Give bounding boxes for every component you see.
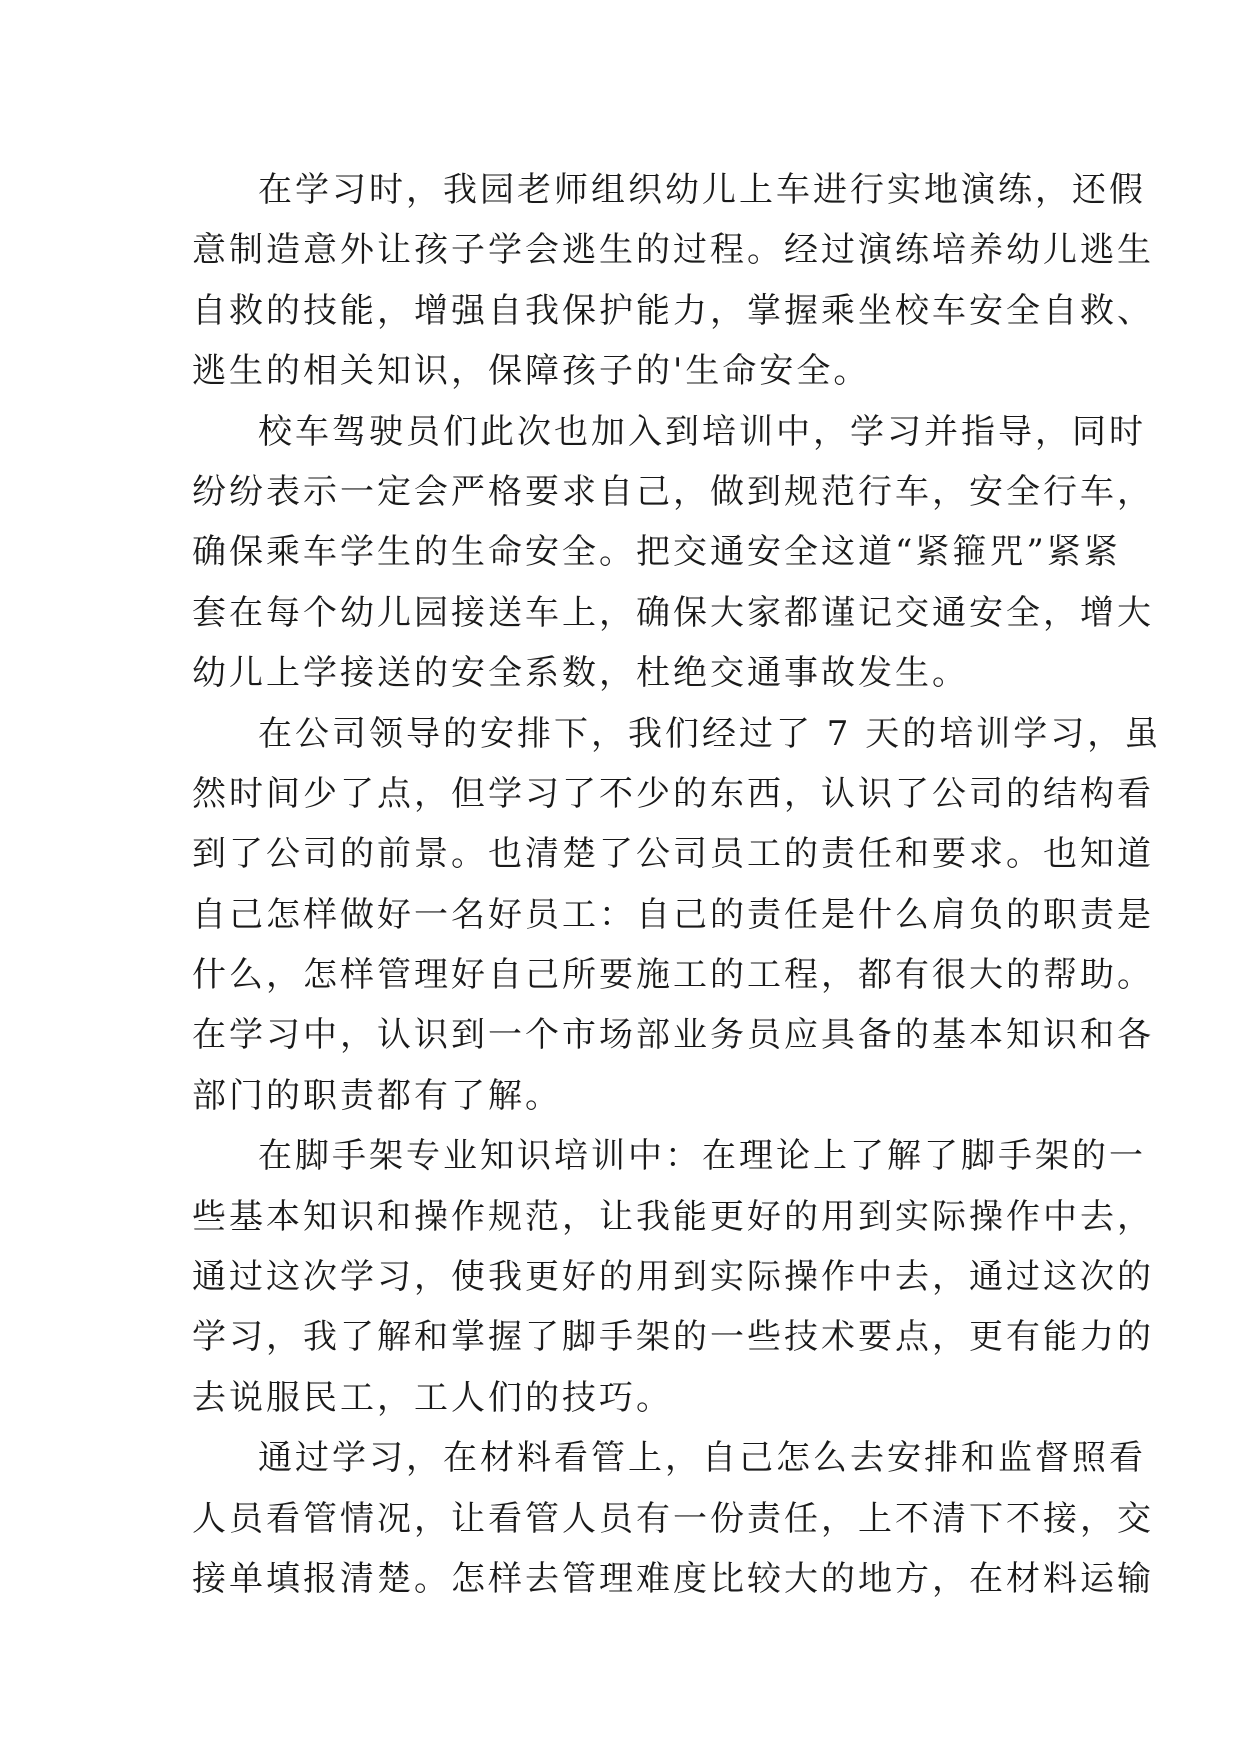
text-line: 自救的技能，增强自我保护能力，掌握乘坐校车安全自救、 bbox=[192, 290, 1154, 331]
text-line: 然时间少了点，但学习了不少的东西，认识了公司的结构看 bbox=[192, 773, 1154, 814]
text-line: 接单填报清楚。怎样去管理难度比较大的地方，在材料运输 bbox=[192, 1558, 1154, 1599]
text-line: 在公司领导的安排下，我们经过了 7 天的培训学习，虽 bbox=[258, 713, 1162, 754]
text-line: 确保乘车学生的生命安全。把交通安全这道“紧箍咒”紧紧 bbox=[192, 532, 1121, 573]
text-line: 在学习时，我园老师组织幼儿上车进行实地演练，还假 bbox=[258, 170, 1146, 210]
paragraph-3 bbox=[192, 704, 1162, 1127]
paragraph-1 bbox=[192, 160, 1154, 402]
text-line: 在脚手架专业知识培训中：在理论上了解了脚手架的一 bbox=[258, 1136, 1146, 1177]
text-line: 纷纷表示一定会严格要求自己，做到规范行车，安全行车， bbox=[192, 471, 1154, 512]
paragraph-2 bbox=[192, 402, 1154, 704]
text-line: 逃生的相关知识，保障孩子的'生命安全。 bbox=[192, 351, 871, 392]
text-line: 什么，怎样管理好自己所要施工的工程，都有很大的帮助。 bbox=[192, 955, 1154, 996]
document-body bbox=[192, 160, 1162, 1609]
text-line: 些基本知识和操作规范，让我能更好的用到实际操作中去， bbox=[192, 1196, 1154, 1237]
text-line: 学习，我了解和掌握了脚手架的一些技术要点，更有能力的 bbox=[192, 1317, 1154, 1358]
text-line: 幼儿上学接送的安全系数，杜绝交通事故发生。 bbox=[192, 653, 969, 694]
paragraph-4 bbox=[192, 1126, 1154, 1428]
text-line: 校车驾驶员们此次也加入到培训中，学习并指导，同时 bbox=[258, 411, 1146, 452]
text-line: 通过学习，在材料看管上，自己怎么去安排和监督照看 bbox=[258, 1438, 1146, 1479]
text-line: 通过这次学习，使我更好的用到实际操作中去，通过这次的 bbox=[192, 1257, 1154, 1298]
text-line: 在学习中，认识到一个市场部业务员应具备的基本知识和各 bbox=[192, 1015, 1154, 1056]
text-line: 到了公司的前景。也清楚了公司员工的责任和要求。也知道 bbox=[192, 834, 1154, 875]
text-line: 套在每个幼儿园接送车上，确保大家都谨记交通安全，增大 bbox=[192, 592, 1154, 633]
text-line: 去说服民工，工人们的技巧。 bbox=[192, 1377, 673, 1418]
text-line: 人员看管情况，让看管人员有一份责任，上不清下不接，交 bbox=[192, 1498, 1154, 1539]
text-line: 意制造意外让孩子学会逃生的过程。经过演练培养幼儿逃生 bbox=[192, 230, 1154, 271]
text-line: 部门的职责都有了解。 bbox=[192, 1075, 562, 1116]
paragraph-5 bbox=[192, 1428, 1154, 1609]
text-line: 自己怎样做好一名好员工：自己的责任是什么肩负的职责是 bbox=[192, 894, 1154, 935]
